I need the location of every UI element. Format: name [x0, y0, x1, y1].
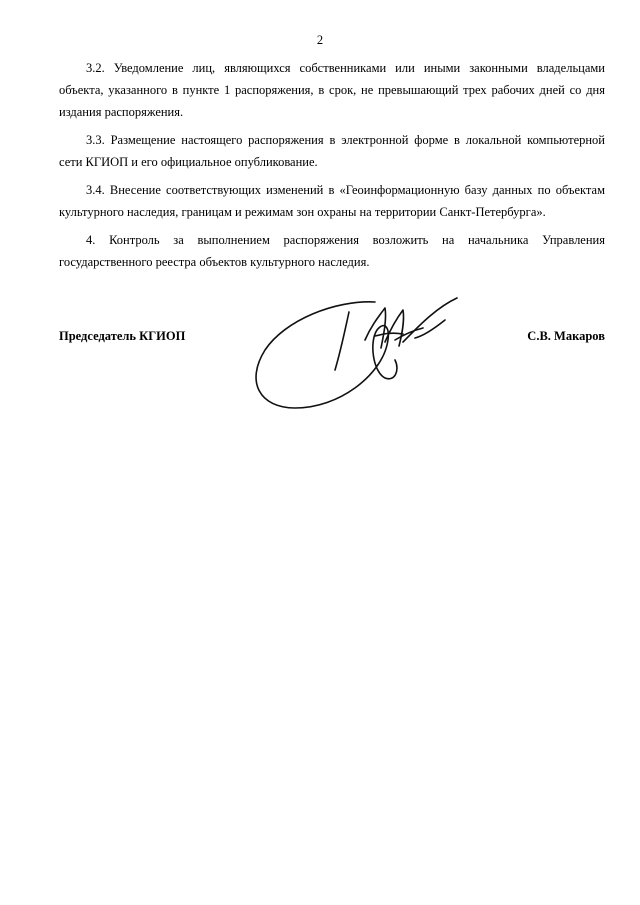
paragraph-3-4: 3.4. Внесение соответствующих изменений в «Геоинформационную базу данных по объектам культурного наследия, границам и режимам зон охраны на территории Санкт-Петербурга».	[59, 183, 605, 219]
handwritten-signature	[245, 290, 475, 415]
paragraph-4: 4. Контроль за выполнением распоряжения возложить на начальника Управления государственного реестра объектов культурного наследия.	[59, 233, 605, 269]
document-body	[59, 57, 605, 279]
page-number: 2	[316, 33, 324, 47]
paragraph-3-3: 3.3. Размещение настоящего распоряжения в электронной форме в локальной компьютерной сети КГИОП и его официальное опубликование.	[59, 133, 605, 169]
paragraph-3-2: 3.2. Уведомление лиц, являющихся собственниками или иными законными владельцами объекта, указанного в пункте 1 распоряжения, в срок, не превышающий трех рабочих дней со дня издания распоряжения.	[59, 61, 605, 119]
signatory-name: С.В. Макаров	[527, 329, 605, 343]
signatory-title: Председатель КГИОП	[59, 329, 186, 343]
